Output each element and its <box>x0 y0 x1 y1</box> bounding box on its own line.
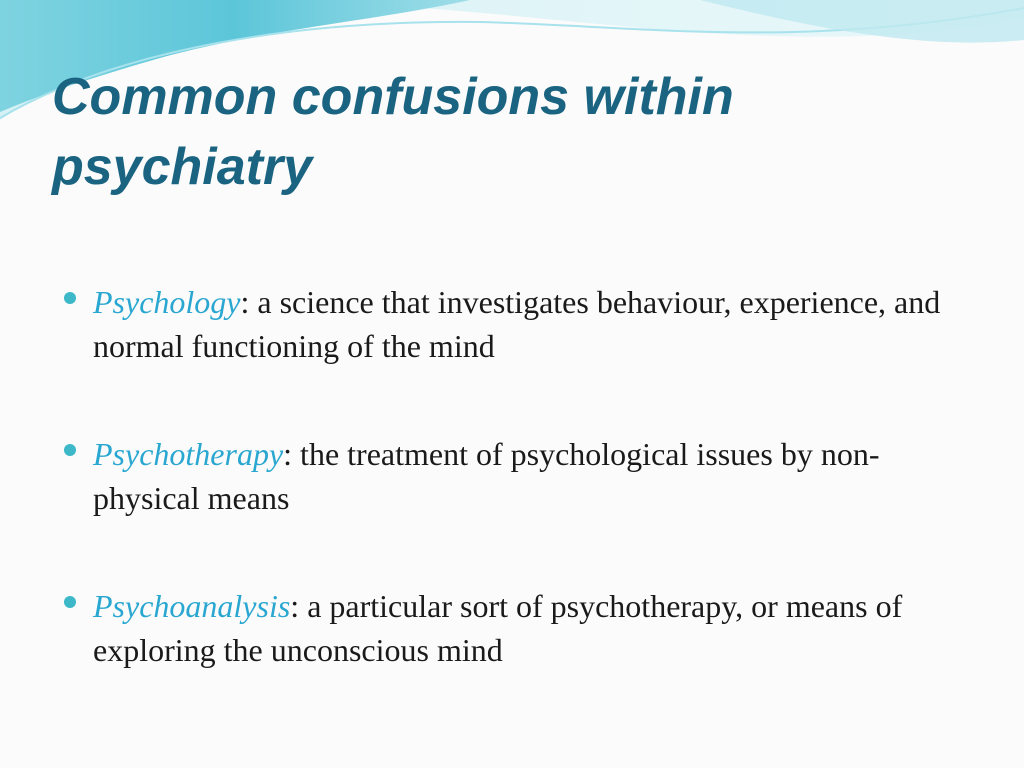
slide-title: Common confusions within psychiatry <box>52 68 734 196</box>
bullet-psychology <box>64 280 964 368</box>
bullet-dot-icon <box>64 596 76 608</box>
term-label: Psychoanalysis <box>93 588 291 624</box>
bullet-dot-icon <box>64 444 76 456</box>
definition-text: : a science that investigates behaviour, experience, and normal functioning of the mind <box>93 284 941 364</box>
term-label: Psychology <box>93 284 241 320</box>
definition-list <box>64 280 964 736</box>
bullet-psychoanalysis <box>64 584 964 672</box>
bullet-dot-icon <box>64 292 76 304</box>
definition-text: : the treatment of psychological issues by non-physical means <box>93 436 880 516</box>
term-label: Psychotherapy <box>93 436 284 472</box>
bullet-psychotherapy <box>64 432 964 520</box>
definition-text: : a particular sort of psychotherapy, or means of exploring the unconscious mind <box>93 588 903 668</box>
